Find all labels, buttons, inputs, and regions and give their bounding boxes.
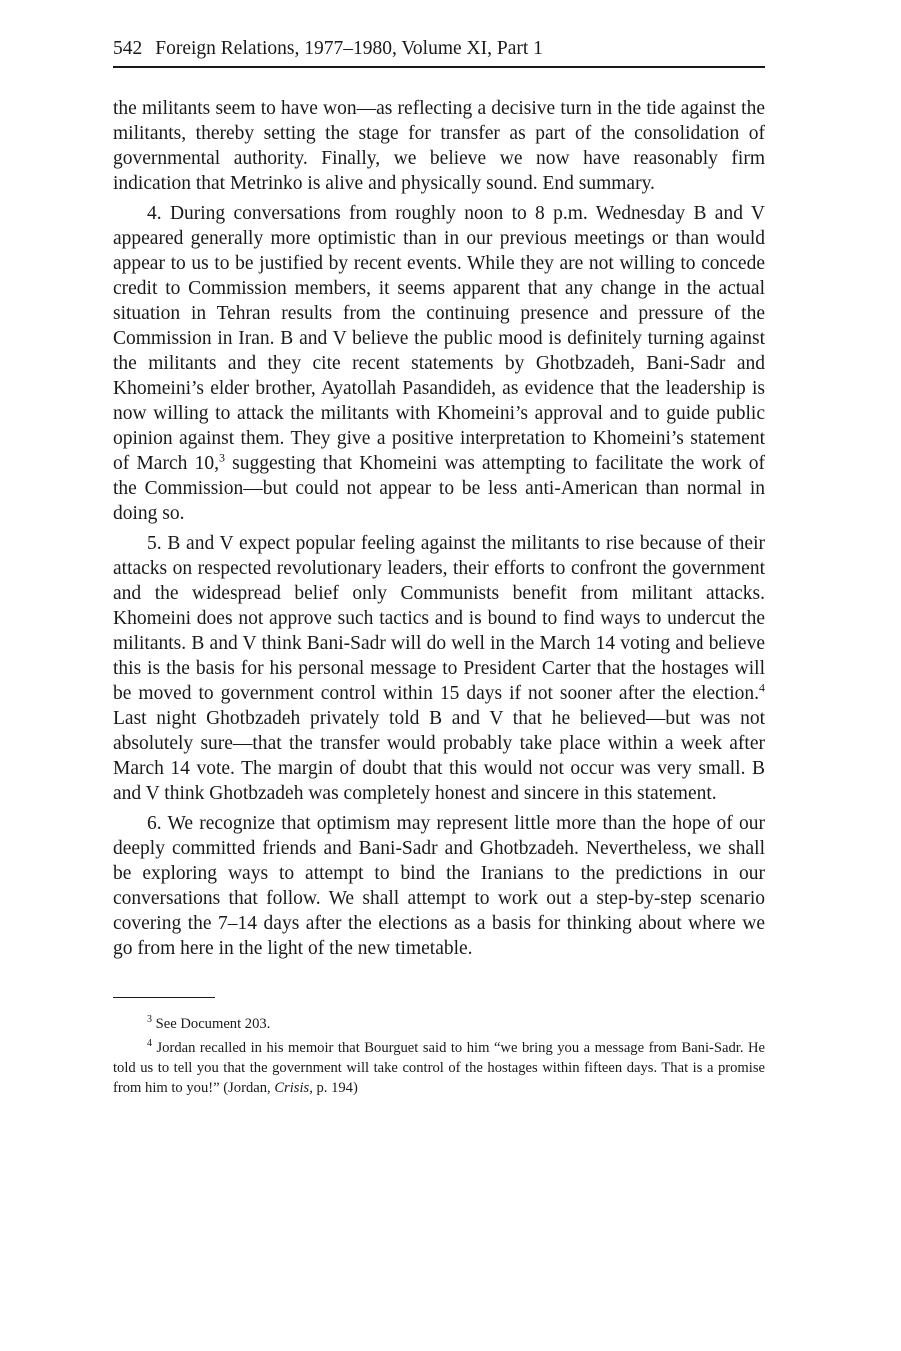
paragraph-4-text-b: suggesting that Khomeini was attempting to facilitate the work of the Commission—but could not appear to be less anti-American than normal in doing so. bbox=[113, 453, 766, 524]
paragraph-4 bbox=[113, 201, 765, 526]
paragraph-4-text-a: 4. During conversations from roughly noon to 8 p.m. Wednesday B and V appeared generally more optimistic than in our previous meetings or than would appear to us to be justified by recent events. While they are not willing to concede credit to Commission members, it seems apparent that any change in the actual situation in Tehran results from the continuing presence and pressure of the Commission in Iran. B and V believe the public mood is definitely turning against the militants and they cite recent statements by Ghotbzadeh, Bani-Sadr and Khomeini’s elder brother, Ayatollah Pasandideh, as evidence that the leadership is now willing to attack the militants with Khomeini’s approval and to guide public opinion against them. They give a positive interpretation to Khomeini’s statement of March 10, bbox=[113, 203, 765, 474]
footnote-4-text-a: Jordan recalled in his memoir that Bourguet said to him “we bring you a message from Bani-Sadr. He told us to tell you that the government will take control of the hostages within fifteen days. That is a promise from him to you!” (Jordan, bbox=[113, 1040, 765, 1096]
footnote-4 bbox=[113, 1038, 765, 1098]
footnote-3 bbox=[113, 1014, 765, 1034]
body-text bbox=[113, 96, 765, 961]
footnote-ref-4: 4 bbox=[759, 680, 765, 695]
paragraph-6: 6. We recognize that optimism may represent little more than the hope of our deeply committed friends and Bani-Sadr and Ghotbzadeh. Nevertheless, we shall be exploring ways to attempt to bind the Iranians to the predictions in our conversations that follow. We shall attempt to work out a step-by-step scenario covering the 7–14 days after the elections as a basis for thinking about where we go from here in the light of the new timetable. bbox=[113, 813, 765, 959]
footnotes bbox=[113, 1014, 765, 1098]
running-head bbox=[113, 36, 765, 68]
paragraph-continued: the militants seem to have won—as reflecting a decisive turn in the tide against the militants, thereby setting the stage for transfer as part of the consolidation of governmental authority. Finally, we believe we now have reasonably firm indication that Metrinko is alive and physically sound. End summary. bbox=[113, 98, 765, 194]
footnote-ref-3: 3 bbox=[218, 450, 225, 465]
paragraph-5 bbox=[113, 531, 765, 806]
footnote-3-mark: 3 bbox=[147, 1014, 152, 1026]
footnote-4-book-title: Crisis, bbox=[274, 1080, 313, 1096]
footnote-3-text: See Document 203. bbox=[152, 1016, 271, 1032]
document-page bbox=[113, 36, 765, 1098]
footnote-divider bbox=[113, 997, 215, 998]
page-number: 542 bbox=[113, 38, 143, 59]
footnote-4-text-b: p. 194) bbox=[312, 1080, 358, 1096]
paragraph-5-text-b: Last night Ghotbzadeh privately told B and V that he believed—but was not absolutely sure—that the transfer would probably take place within a week after March 14 vote. The margin of doubt that this would not occur was very small. B and V think Ghotbzadeh was completely honest and sincere in this statement. bbox=[113, 708, 765, 804]
paragraph-5-text-a: 5. B and V expect popular feeling against the militants to rise because of their attacks on respected revolutionary leaders, their efforts to confront the government and the widespread belief only Communists benefit from militant attacks. Khomeini does not approve such tactics and is bound to find ways to undercut the militants. B and V think Bani-Sadr will do well in the March 14 voting and believe this is the basis for his personal message to President Carter that the hostages will be moved to government control within 15 days if not sooner after the election. bbox=[113, 533, 765, 704]
footnote-4-mark: 4 bbox=[147, 1038, 152, 1050]
publication-title: Foreign Relations, 1977–1980, Volume XI, Part 1 bbox=[155, 38, 543, 59]
